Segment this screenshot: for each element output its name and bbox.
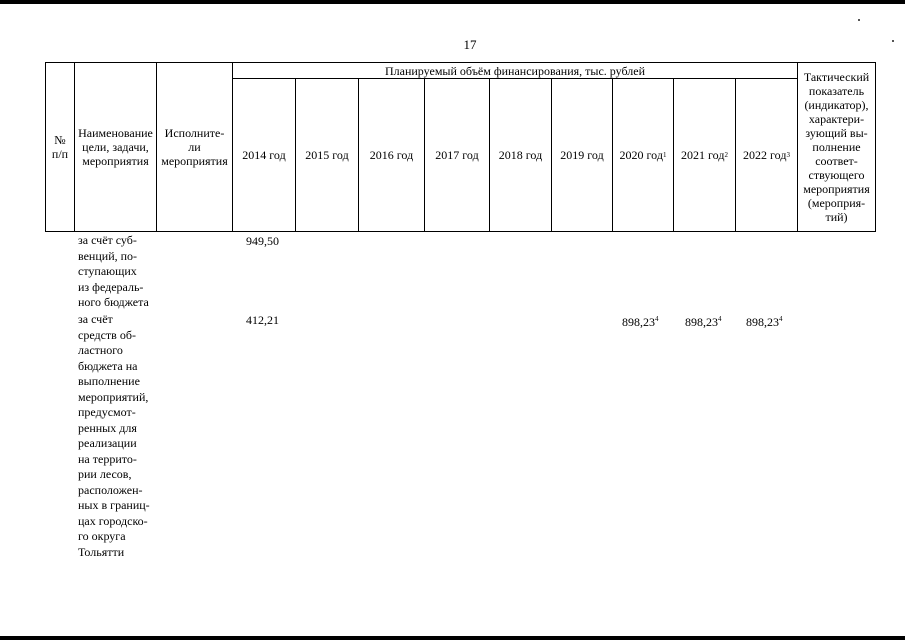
header-year: 2016 год: [369, 148, 414, 162]
header-indicator: Тактический показатель (индикатор), характери- зующий вы- полнение соответ- ствующего мероприятия (мероприя- тий): [803, 70, 870, 224]
page-number: 17: [463, 37, 477, 52]
header-name: Наименование цели, задачи, мероприятия: [78, 126, 153, 168]
header-num: № п/п: [51, 133, 69, 161]
header-executor: Исполните- ли мероприятия: [161, 126, 228, 168]
row-name: за счёт суб- венций, по- ступающих из федераль- ного бюджета: [78, 233, 149, 309]
header-year: 2022 год 3: [743, 148, 790, 162]
scan-speck: [858, 19, 860, 21]
row-value-2014: 949,50: [246, 234, 279, 248]
scan-speck: [892, 40, 894, 42]
header-year: 2014 год: [242, 148, 286, 162]
header-year: 2019 год: [560, 148, 604, 162]
header-financing-title: Планируемый объём финансирования, тыс. рублей: [384, 63, 645, 78]
header-year: 2021 год 2: [681, 148, 728, 162]
header-year: 2015 год: [305, 148, 349, 162]
scan-border-top: [0, 0, 905, 4]
row-value-2021: 898,23$^4$: [685, 315, 722, 329]
row-value-2014: 412,21: [246, 313, 279, 327]
scan-border-bottom: [0, 636, 905, 640]
header-year: 2017 год: [435, 148, 479, 162]
row-value-2020: 898,23$^4$: [622, 315, 659, 329]
header-year: 2020 год 1: [619, 148, 667, 162]
header-year: 2018 год: [498, 148, 543, 162]
row-value-2022: 898,23$^4$: [746, 315, 783, 329]
row-name: за счёт средств об- ластного бюджета на выполнение мероприятий, предусмот- ренных для реализации на террито- рии лесов, расположен- ных в границ- цах городско- го округа Тольятти: [78, 312, 150, 559]
